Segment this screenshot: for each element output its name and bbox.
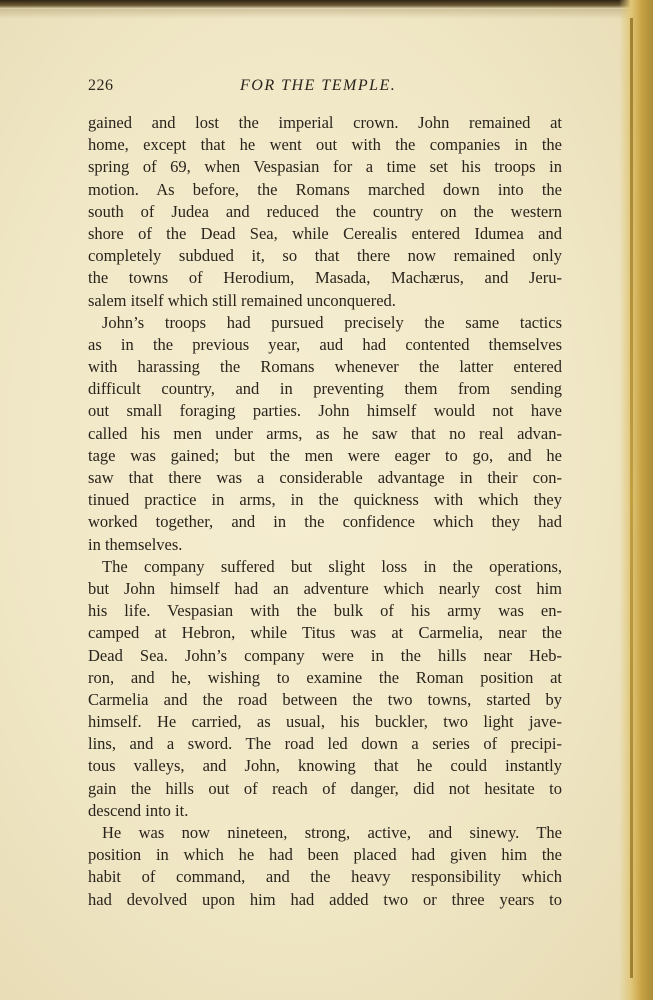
paragraph-start-line: The company suffered but slight loss in the operations, xyxy=(102,556,562,576)
body-text xyxy=(88,112,562,911)
text-line: the towns of Herodium, Masada, Machærus, and Jeru- xyxy=(88,268,562,288)
text-line: out small foraging parties. John himself would not have xyxy=(88,401,562,421)
text-line: in themselves. xyxy=(88,534,183,554)
text-line: Dead Sea. John’s company were in the hills near Heb- xyxy=(88,645,562,665)
page-edge-line xyxy=(630,18,633,978)
text-line: tous valleys, and John, knowing that he could instantly xyxy=(88,756,562,776)
text-line: saw that there was a considerable advantage in their con- xyxy=(88,468,562,487)
text-line: shore of the Dead Sea, while Cerealis entered Idumea and xyxy=(88,223,562,243)
text-line: worked together, and in the confidence which they had xyxy=(88,512,562,532)
text-line: as in the previous year, aud had contented themselves xyxy=(88,334,562,354)
text-line: with harassing the Romans whenever the latter entered xyxy=(88,357,562,377)
text-line: spring of 69, when Vespasian for a time set his troops in xyxy=(88,157,562,177)
text-line: tinued practice in arms, in the quickness with which they xyxy=(88,490,562,510)
paragraph-start-line: He was now nineteen, strong, active, and sinewy. The xyxy=(102,823,562,842)
text-line: Carmelia and the road between the two towns, started by xyxy=(88,689,562,709)
text-line: habit of command, and the heavy responsibility which xyxy=(88,867,562,887)
text-line: called his men under arms, as he saw that no real advan- xyxy=(88,423,562,443)
running-head: FOR THE TEMPLE. xyxy=(240,77,397,94)
text-line: descend into it. xyxy=(88,800,189,820)
text-line: ron, and he, wishing to examine the Roman position at xyxy=(88,667,562,687)
text-line: lins, and a sword. The road led down a series of precipi- xyxy=(88,734,562,754)
paragraph-start-line: John’s troops had pursued precisely the same tactics xyxy=(102,312,562,332)
text-line: tage was gained; but the men were eager to go, and he xyxy=(88,445,562,465)
text-line: had devolved upon him had added two or three years to xyxy=(88,889,562,909)
text-line: position in which he had been placed had given him the xyxy=(88,845,562,865)
text-line: motion. As before, the Romans marched down into the xyxy=(88,179,562,199)
page-gilt-edge xyxy=(619,0,653,1000)
text-line: his life. Vespasian with the bulk of his army was en- xyxy=(88,601,562,621)
text-line: south of Judea and reduced the country on the western xyxy=(88,201,562,221)
text-line: salem itself which still remained unconquered. xyxy=(88,290,396,310)
page-number: 226 xyxy=(88,77,114,94)
text-line: gain the hills out of reach of danger, did not hesitate to xyxy=(88,778,562,798)
page-header xyxy=(88,75,562,101)
text-line: home, except that he went out with the companies in the xyxy=(88,135,562,155)
text-line: gained and lost the imperial crown. John remained at xyxy=(88,113,562,132)
text-line: completely subdued it, so that there now remained only xyxy=(88,246,562,266)
text-line: himself. He carried, as usual, his buckler, two light jave- xyxy=(88,712,562,732)
text-line: but John himself had an adventure which nearly cost him xyxy=(88,578,562,598)
page-top-edge xyxy=(0,0,653,9)
text-line: difficult country, and in preventing them from sending xyxy=(88,379,562,399)
text-line: camped at Hebron, while Titus was at Carmelia, near the xyxy=(88,623,562,643)
